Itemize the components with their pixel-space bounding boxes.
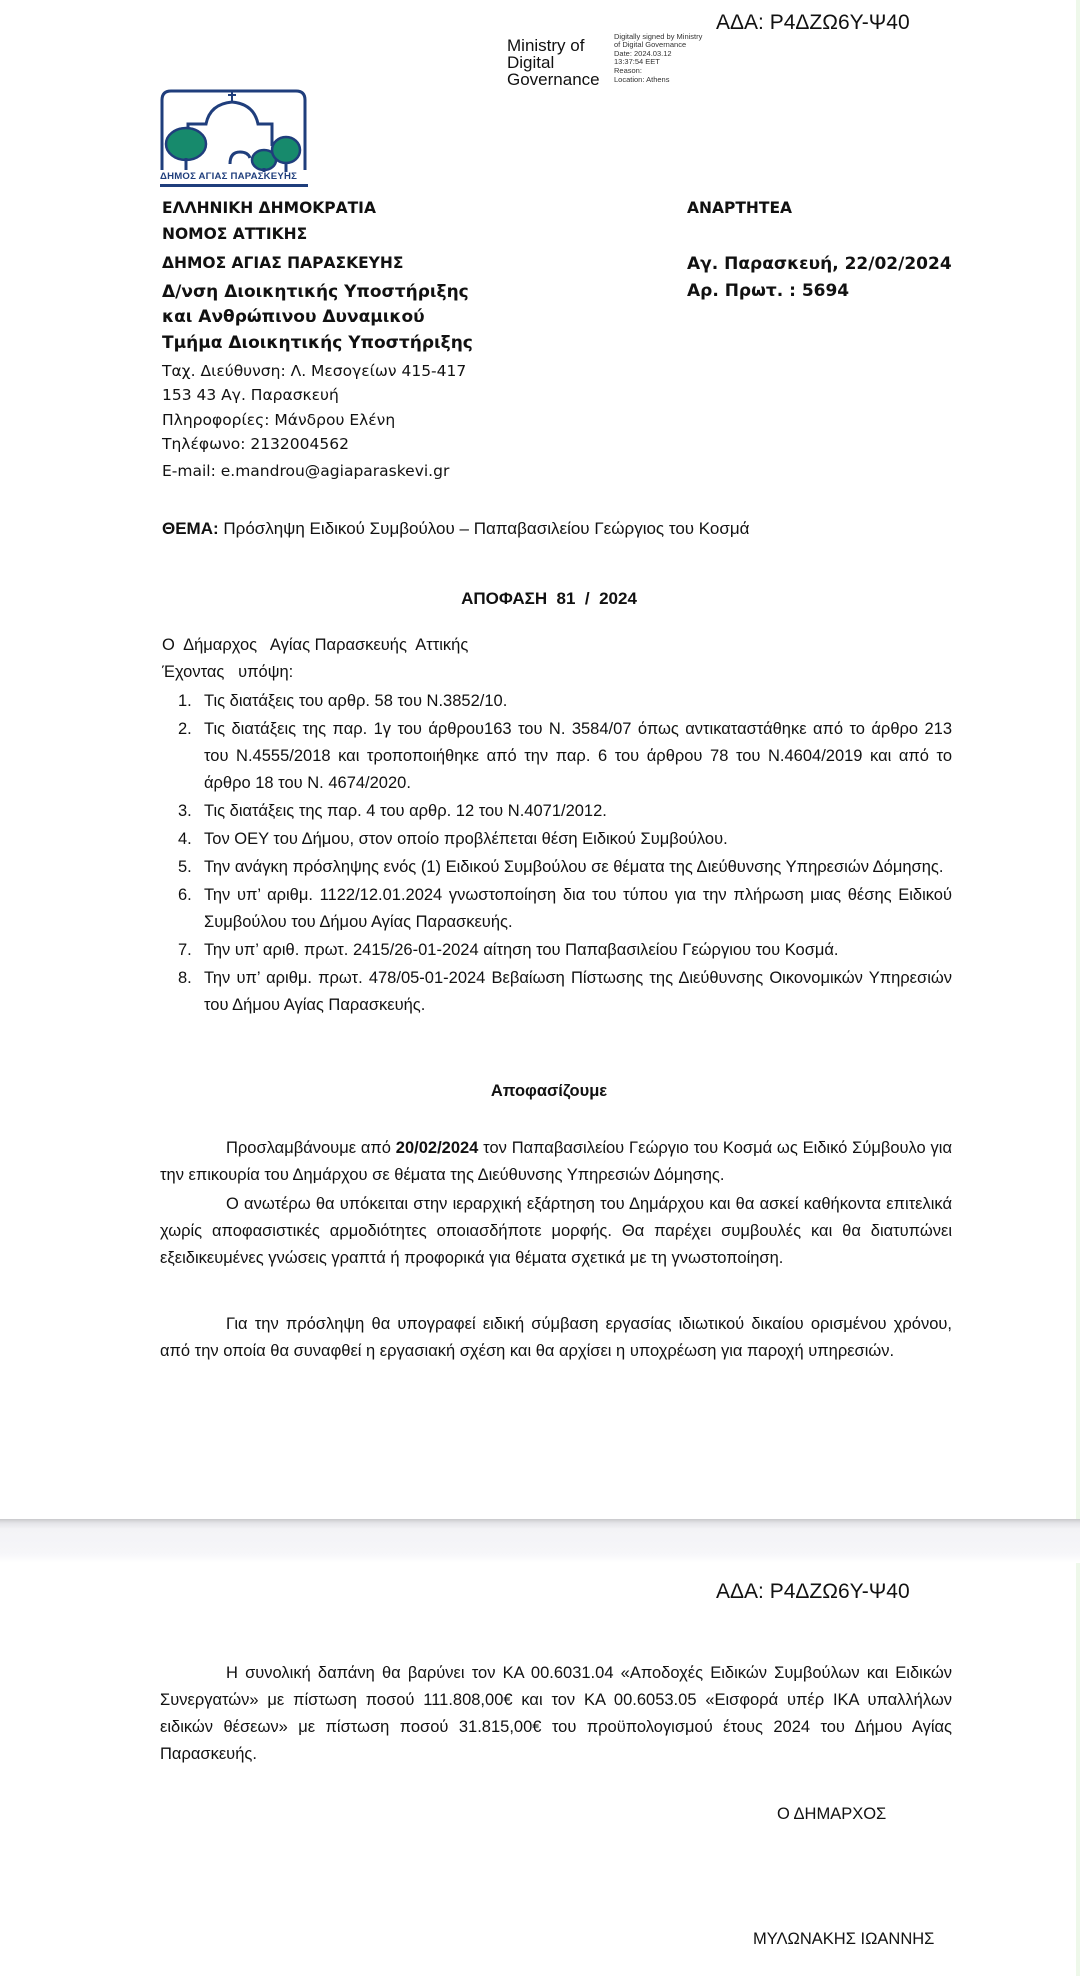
subject-label: ΘΕΜΑ: [162, 519, 219, 538]
paragraph-expenditure: Η συνολική δαπάνη θα βαρύνει τον ΚΑ 00.6031.04 «Αποδοχές Ειδικών Συμβούλων και Ειδικών Συνεργατών» με πίστωση ποσού 111.808,00€ και τον ΚΑ 00.6053.05 «Εισφορά υπέρ ΙΚΑ υπαλλήλων ειδικών θέσεων» με πίστωση ποσού 31.815,00€ του προϋπολογισμού έτους 2024 του Δήμου Αγίας Παρασκευής. [160, 1664, 952, 1763]
header-email: E-mail: e.mandrou@agiaparaskevi.gr [162, 462, 450, 480]
ada-code-page2: ΑΔΑ: Ρ4ΔΖΩ6Υ-Ψ40 [716, 1580, 910, 1603]
subject-line [162, 519, 750, 539]
signature-org-line: Governance [507, 70, 600, 89]
signature-meta-line: 13:37:54 EET [614, 57, 660, 66]
list-item: 3. Τις διατάξεις της παρ. 4 του αρθρ. 12 του Ν.4071/2012. [178, 802, 607, 820]
start-date: 20/02/2024 [395, 1139, 479, 1157]
header-postal: 153 43 Αγ. Παρασκευή [162, 386, 339, 404]
header-directorate-line2: και Ανθρώπινου Δυναμικού [162, 307, 425, 327]
header-prefecture: ΝΟΜΟΣ ΑΤΤΙΚΗΣ [162, 225, 308, 243]
viewer-edge [1076, 0, 1080, 1976]
list-item: 5. Την ανάγκη πρόσληψης ενός (1) Ειδικού Συμβούλου σε θέματα της Διεύθυνσης Υπηρεσιών Δόμησης. [178, 858, 944, 876]
header-address: Ταχ. Διεύθυνση: Λ. Μεσογείων 415-417 [162, 362, 467, 380]
posting-label: ΑΝΑΡΤΗΤΕΑ [687, 199, 793, 217]
ada-code-page1: ΑΔΑ: Ρ4ΔΖΩ6Υ-Ψ40 [716, 11, 910, 34]
municipality-logo [158, 88, 308, 188]
paragraph-contract: Για την πρόσληψη θα υπογραφεί ειδική σύμβαση εργασίας ιδιωτικού δικαίου ορισμένου χρόνου, από την οποία θα συναφθεί η εργασιακή σχέση και θα αρχίσει η υποχρέωση για παροχή υπηρεσιών. [160, 1315, 952, 1360]
paragraph-duties: Ο ανωτέρω θα υπόκειται στην ιεραρχική εξάρτηση του Δημάρχου και θα ασκεί καθήκοντα επιτελικά χωρίς αποφασιστικές αρμοδιότητες οποιασδήποτε μορφής. Θα παρέχει συμβουλές και θα διατυπώνει εξειδικευμένες γνώσεις γραπτά ή προφορικά για θέματα σχετικά με τη γνωστοποίηση. [160, 1195, 952, 1267]
header-info-contact: Πληροφορίες: Μάνδρου Ελένη [162, 411, 396, 429]
header-municipality: ΔΗΜΟΣ ΑΓΙΑΣ ΠΑΡΑΣΚΕΥΗΣ [162, 254, 404, 272]
decision-title: ΑΠΟΦΑΣΗ 81 / 2024 [461, 589, 637, 608]
header-phone: Τηλέφωνο: 2132004562 [162, 435, 349, 453]
header-department: Τμήμα Διοικητικής Υποστήριξης [162, 333, 473, 353]
header-republic: ΕΛΛΗΝΙΚΗ ΔΗΜΟΚΡΑΤΙΑ [162, 199, 376, 217]
paragraph-hiring: Προσλαμβάνουμε από 20/02/2024 τον Παπαβασιλείου Γεώργιο του Κοσμά ως Ειδικό Σύμβουλο για την επικουρία του Δημάρχου σε θέματα της Διεύθυνσης Υπηρεσιών Δόμησης. [160, 1139, 952, 1184]
list-item: 4. Τον ΟΕΥ του Δήμου, στον οποίο προβλέπεται θέση Ειδικού Συμβούλου. [178, 830, 728, 848]
considerations-list [160, 688, 952, 1020]
signature-meta-line: Reason: [614, 66, 642, 75]
mayor-title: Ο ΔΗΜΑΡΧΟΣ [777, 1805, 887, 1823]
list-item: 1. Τις διατάξεις του αρθρ. 58 του Ν.3852/10. [178, 692, 508, 710]
list-item: 8. Την υπ’ αριθμ. πρωτ. 478/05-01-2024 Βεβαίωση Πίστωσης της Διεύθυνσης Οικονομικών Υπηρεσιών του Δήμου Αγίας Παρασκευής. [178, 969, 952, 1014]
logo-underline [160, 184, 308, 187]
signature-meta-line: Digitally signed by Ministry [614, 32, 703, 41]
signature-org-line: Ministry of [507, 36, 585, 55]
mayor-name: ΜΥΛΩΝΑΚΗΣ ΙΩΑΝΝΗΣ [753, 1930, 935, 1948]
document-date: Αγ. Παρασκευή, 22/02/2024 [687, 254, 952, 274]
signature-meta-line: Date: 2024.03.12 [614, 49, 672, 58]
header-directorate: Δ/νση Διοικητικής Υποστήριξης [162, 282, 469, 302]
protocol-number: Αρ. Πρωτ. : 5694 [687, 281, 850, 301]
signature-meta-line: Location: Athens [614, 75, 670, 84]
page-break [0, 1519, 1080, 1563]
intro-considering: Έχοντας υπόψη: [162, 663, 294, 681]
signature-meta-line: of Digital Governance [614, 40, 687, 49]
subject-text: Πρόσληψη Ειδικού Συμβούλου – Παπαβασιλείου Γεώργιος του Κοσμά [218, 519, 750, 538]
list-item: 2. Τις διατάξεις της παρ. 1γ του άρθρου163 του Ν. 3584/07 όπως αντικαταστάθηκε από το άρθρο 213 του Ν.4555/2018 και τροποποιήθηκε από την παρ. 6 του άρθρου 78 του Ν.4604/2019 και από το άρθρο 18 του Ν. 4674/2020. [178, 720, 952, 792]
logo-caption: ΔΗΜΟΣ ΑΓΙΑΣ ΠΑΡΑΣΚΕΥΗΣ [160, 171, 298, 182]
list-item: 6. Την υπ’ αριθμ. 1122/12.01.2024 γνωστοποίηση δια του τύπου για την πλήρωση μιας θέσης Ειδικού Συμβούλου του Δήμου Αγίας Παρασκευής. [178, 886, 952, 931]
intro-mayor: Ο Δήμαρχος Αγίας Παρασκευής Αττικής [162, 636, 469, 654]
decide-heading: Αποφασίζουμε [490, 1082, 608, 1100]
signature-org-line: Digital [507, 53, 555, 72]
list-item: 7. Την υπ’ αριθ. πρωτ. 2415/26-01-2024 αίτηση του Παπαβασιλείου Γεώργιου του Κοσμά. [178, 941, 839, 959]
